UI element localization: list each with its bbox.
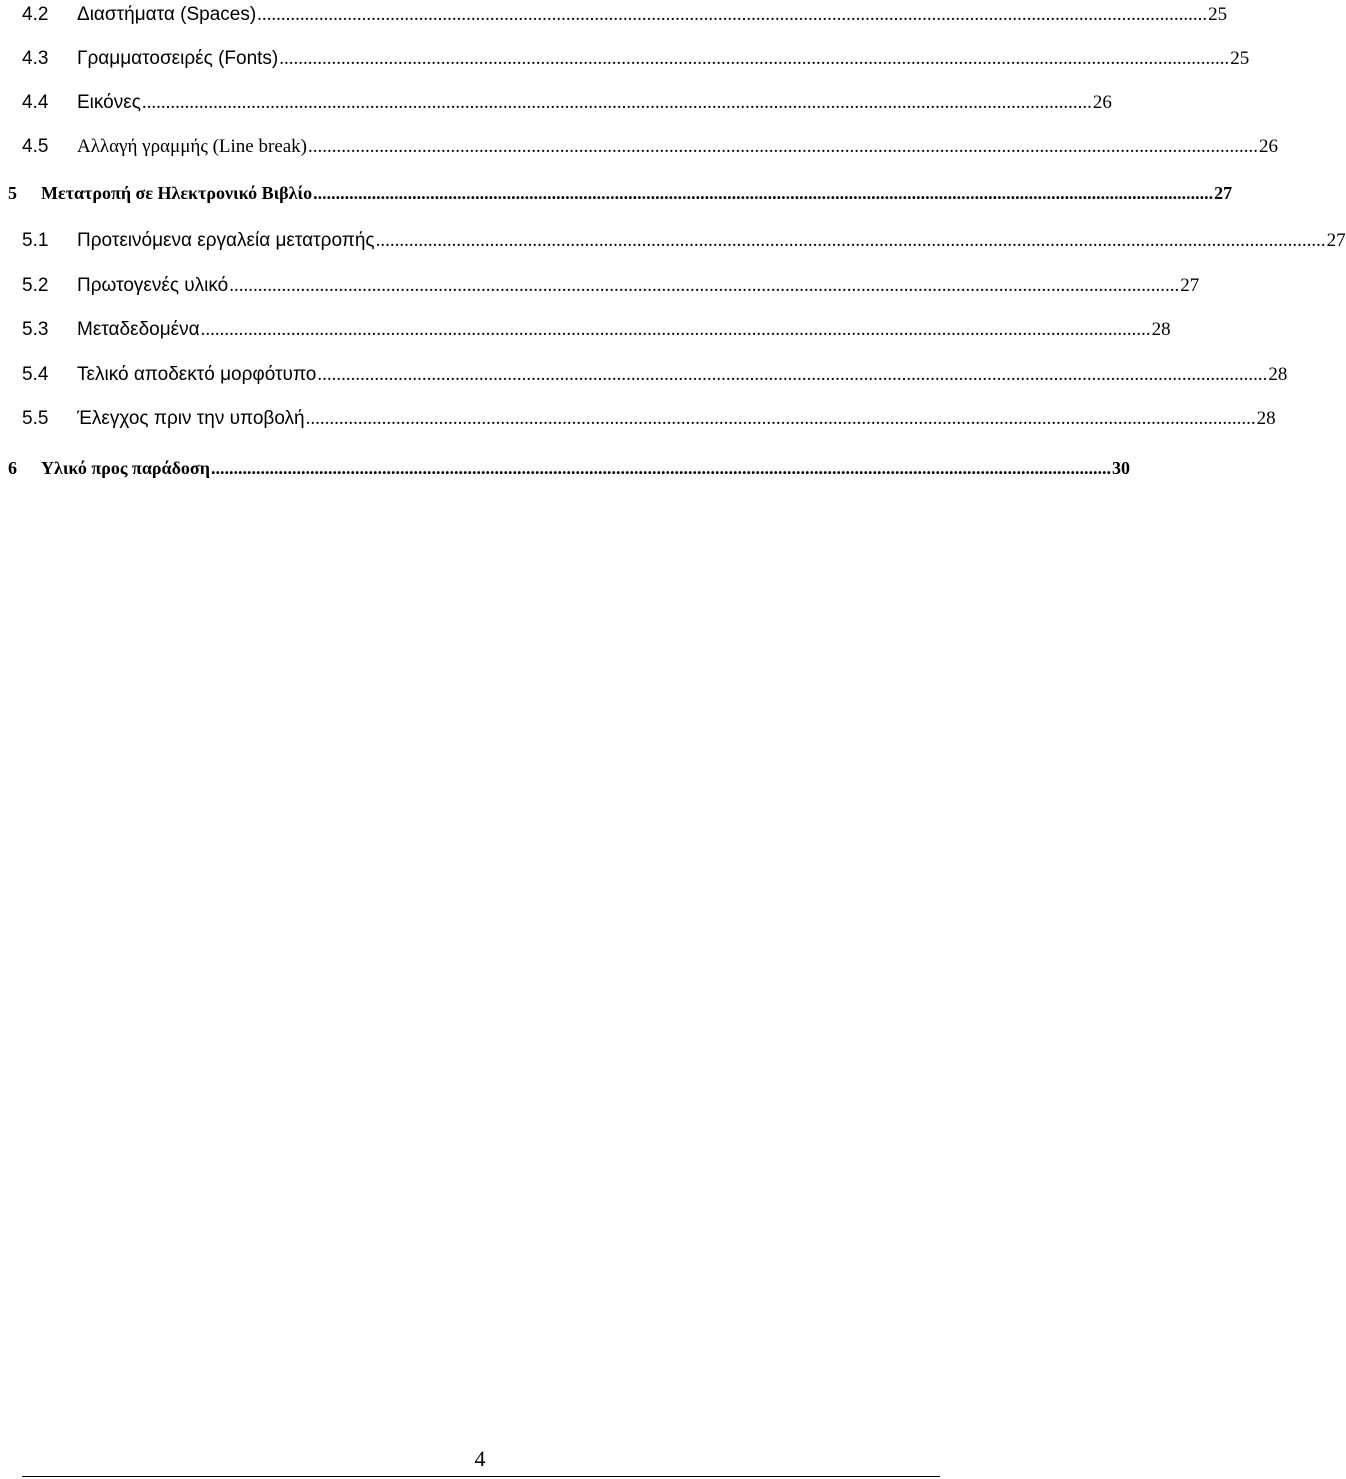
dot-leader: ........................................................................................................................................................................................................ xyxy=(313,183,1214,203)
dot-leader: ........................................................................................................................................................................................................ xyxy=(317,364,1268,385)
toc-entry-4-4[interactable] xyxy=(22,88,1112,114)
toc-entry-4-5[interactable] xyxy=(22,132,1279,158)
toc-entry-page: 30 xyxy=(1111,458,1130,478)
toc-entry-number: 5 xyxy=(8,183,17,203)
toc-entry-page: 27 xyxy=(1214,183,1233,203)
toc-entry-title: Τελικό αποδεκτό μορφότυπο xyxy=(77,364,317,385)
dot-leader: ........................................................................................................................................................................................................ xyxy=(279,48,1230,69)
toc-entry-5-2[interactable] xyxy=(22,271,1200,297)
dot-leader: ........................................................................................................................................................................................................ xyxy=(229,275,1180,296)
page-number: 4 xyxy=(474,1446,486,1471)
toc-entry-number: 5.1 xyxy=(22,230,49,251)
dot-leader: ........................................................................................................................................................................................................ xyxy=(200,319,1151,340)
toc-entry-number: 5.2 xyxy=(22,275,49,296)
toc-entry-5-5[interactable] xyxy=(22,404,1276,430)
footer-divider xyxy=(22,1476,940,1477)
toc-entry-5-3[interactable] xyxy=(22,315,1171,341)
toc-entry-page: 27 xyxy=(1326,230,1346,251)
toc-entry-5-4[interactable] xyxy=(22,360,1288,386)
toc-entry-number: 4.5 xyxy=(22,136,49,157)
toc-entry-page: 28 xyxy=(1268,364,1288,385)
dot-leader: ........................................................................................................................................................................................................ xyxy=(210,458,1111,478)
toc-entry-page: 26 xyxy=(1092,92,1112,113)
toc-entry-title: Έλεγχος πριν την υποβολή xyxy=(77,408,305,429)
toc-entry-title: Προτεινόμενα εργαλεία μετατροπής xyxy=(77,230,375,251)
toc-entry-6[interactable] xyxy=(8,453,1130,479)
dot-leader: ........................................................................................................................................................................................................ xyxy=(305,408,1256,429)
toc-entry-page: 26 xyxy=(1259,136,1279,157)
toc-entry-title: Μεταδεδομένα xyxy=(77,319,200,340)
dot-leader: ........................................................................................................................................................................................................ xyxy=(308,136,1259,157)
toc-entry-number: 5.4 xyxy=(22,364,49,385)
toc-entry-number: 4.3 xyxy=(22,48,49,69)
toc-entry-title: Αλλαγή γραμμής (Line break) xyxy=(77,136,308,157)
toc-entry-title: Πρωτογενές υλικό xyxy=(77,275,229,296)
toc-entry-title: Διαστήματα (Spaces) xyxy=(77,4,257,25)
toc-entry-number: 4.2 xyxy=(22,4,49,25)
toc-entry-5[interactable] xyxy=(8,178,1233,204)
toc-entry-title: Γραμματοσειρές (Fonts) xyxy=(77,48,279,69)
toc-entry-page: 28 xyxy=(1256,408,1276,429)
toc-entry-number: 4.4 xyxy=(22,92,49,113)
toc-entry-4-2[interactable] xyxy=(22,0,1228,26)
toc-entry-4-3[interactable] xyxy=(22,44,1250,70)
toc-entry-title: Μετατροπή σε Ηλεκτρονικό Βιβλίο xyxy=(41,183,313,203)
toc-entry-page: 27 xyxy=(1180,275,1200,296)
dot-leader: ........................................................................................................................................................................................................ xyxy=(141,92,1092,113)
toc-entry-number: 6 xyxy=(8,458,17,478)
toc-entry-number: 5.3 xyxy=(22,319,49,340)
dot-leader: ........................................................................................................................................................................................................ xyxy=(257,4,1208,25)
toc-entry-title: Εικόνες xyxy=(77,92,141,113)
toc-entry-5-1[interactable] xyxy=(22,226,1346,252)
toc-entry-page: 28 xyxy=(1151,319,1171,340)
dot-leader: ........................................................................................................................................................................................................ xyxy=(375,230,1326,251)
toc-entry-page: 25 xyxy=(1230,48,1250,69)
toc-entry-number: 5.5 xyxy=(22,408,49,429)
toc-entry-page: 25 xyxy=(1208,4,1228,25)
toc-entry-title: Υλικό προς παράδοση xyxy=(41,458,210,478)
